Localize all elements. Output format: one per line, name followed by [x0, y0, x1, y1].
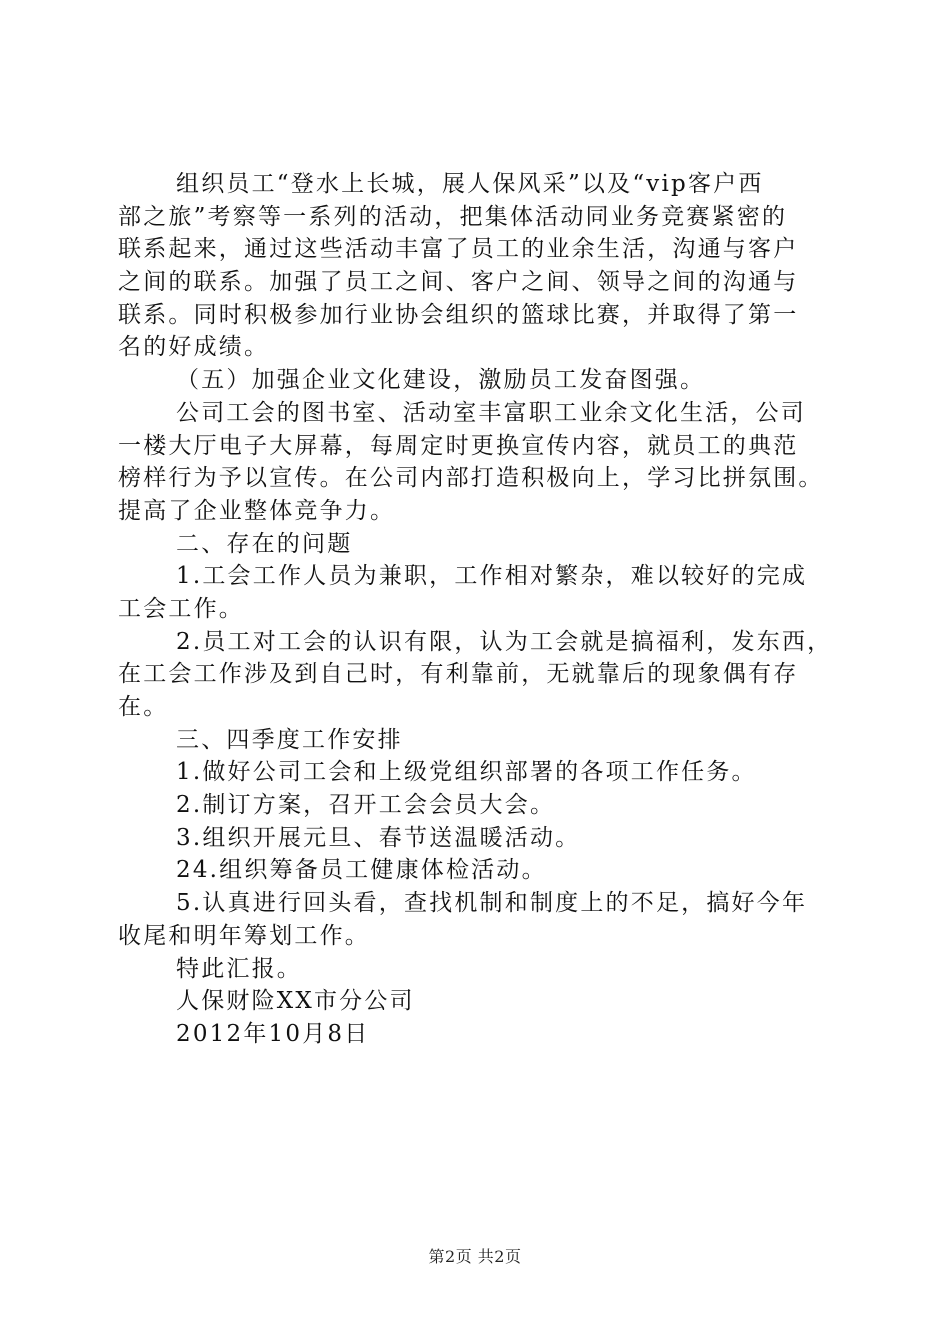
- list-item: 5.认真进行回头看，查找机制和制度上的不足，搞好今年: [176, 890, 808, 917]
- section-heading: 三、四季度工作安排: [176, 726, 403, 753]
- text-line: 2.员工对工会的认识有限，认为工会就是搞福利，发东西，: [176, 628, 833, 655]
- text-line: 工会工作。: [118, 595, 244, 622]
- section-heading: （五）加强企业文化建设，激励员工发奋图强。: [176, 367, 706, 394]
- text-line: 联系起来，通过这些活动丰富了员工的业余生活，沟通与客户: [118, 236, 799, 263]
- section-heading: 二、存在的问题: [176, 530, 353, 557]
- page-number-footer: 第2页 共2页: [428, 1247, 522, 1266]
- signature-org: 人保财险XX市分公司: [176, 988, 415, 1015]
- text-line: 一楼大厅电子大屏幕，每周定时更换宣传内容，就员工的典范: [118, 432, 799, 459]
- list-item: 24.组织筹备员工健康体检活动。: [176, 857, 547, 884]
- text-line: 部之旅”考察等一系列的活动，把集体活动同业务竞赛紧密的: [118, 203, 788, 230]
- list-item: 3.组织开展元旦、春节送温暖活动。: [176, 824, 581, 851]
- text-line: 提高了企业整体竞争力。: [118, 497, 396, 524]
- text-line: 在工会工作涉及到自己时，有利靠前，无就靠后的现象偶有存: [118, 661, 799, 688]
- list-item: 1.做好公司工会和上级党组织部署的各项工作任务。: [176, 759, 757, 786]
- text-line: 收尾和明年筹划工作。: [118, 922, 370, 949]
- document-body: [118, 168, 840, 1051]
- text-line: 在。: [118, 694, 169, 720]
- text-line: 公司工会的图书室、活动室丰富职工业余文化生活，公司: [176, 399, 806, 426]
- text-line: 榜样行为予以宣传。在公司内部打造积极向上，学习比拼氛围。: [118, 465, 824, 492]
- list-item: 2.制订方案，召开工会会员大会。: [176, 792, 556, 819]
- closing-line: 特此汇报。: [176, 955, 302, 982]
- text-line: 联系。同时积极参加行业协会组织的篮球比赛，并取得了第一: [118, 301, 799, 328]
- text-line: 名的好成绩。: [118, 334, 270, 361]
- text-line: 之间的联系。加强了员工之间、客户之间、领导之间的沟通与: [118, 269, 799, 296]
- text-line: 1.工会工作人员为兼职，工作相对繁杂，难以较好的完成: [176, 563, 808, 590]
- text-line: 组织员工“登水上长城，展人保风采”以及“vip客户西: [176, 171, 764, 197]
- signature-date: 2012年10月8日: [176, 1020, 370, 1047]
